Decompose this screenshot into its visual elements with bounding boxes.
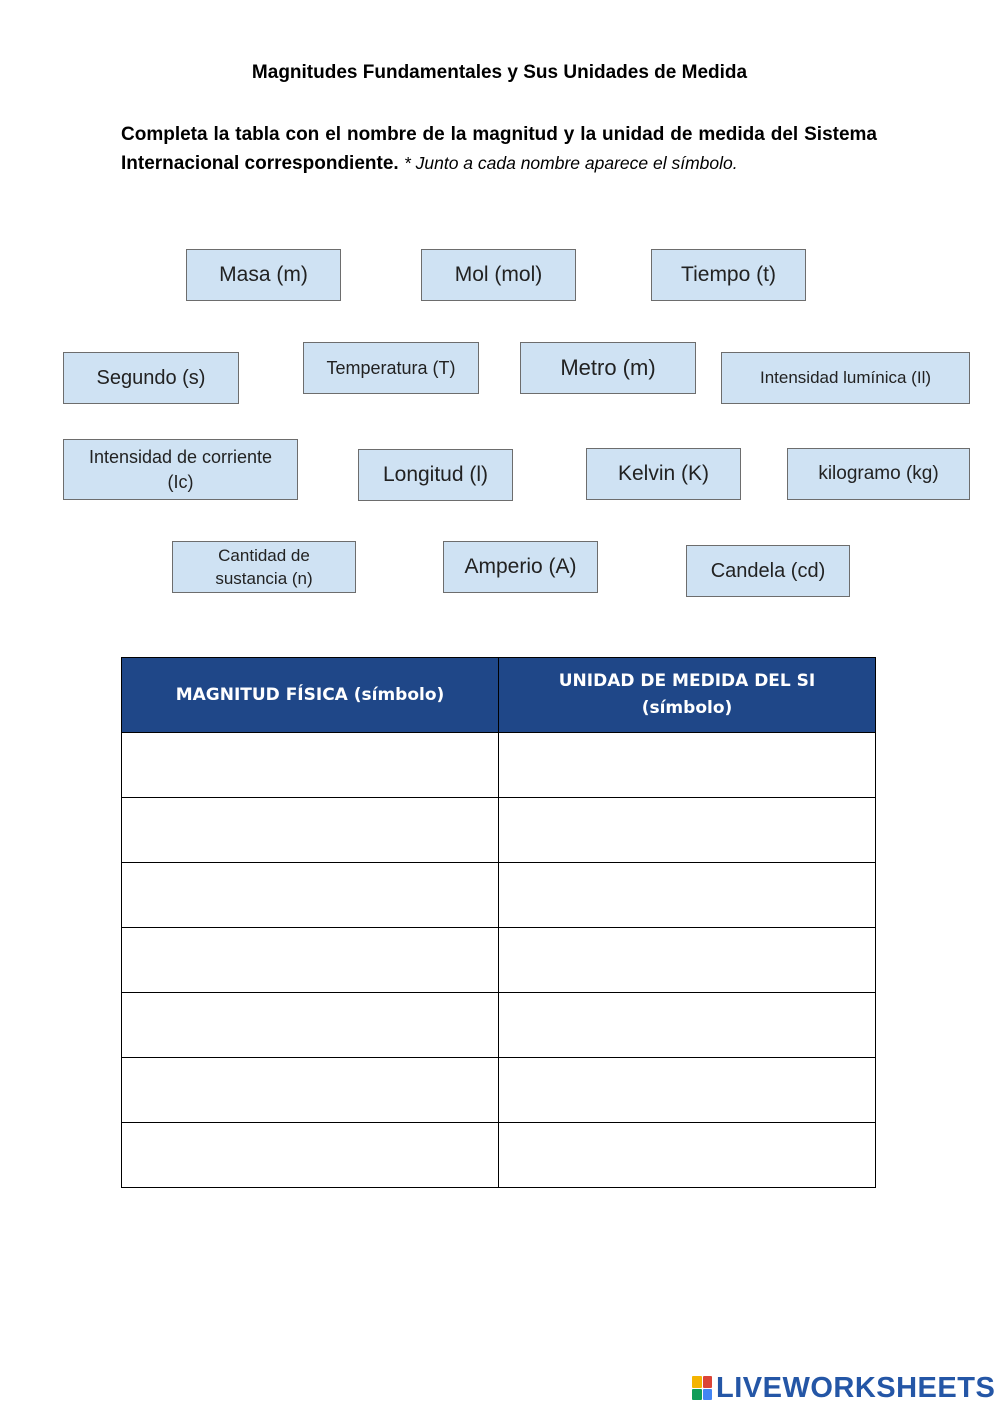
unidad-cell bbox=[499, 733, 876, 798]
magnitud-drop-field[interactable] bbox=[122, 1058, 498, 1122]
table-row bbox=[122, 993, 876, 1058]
answer-table bbox=[121, 657, 876, 1188]
header-unidad: UNIDAD DE MEDIDA DEL SI (símbolo) bbox=[499, 658, 876, 733]
magnitud-drop-field[interactable] bbox=[122, 733, 498, 797]
magnitud-cell bbox=[122, 863, 499, 928]
unidad-drop-field[interactable] bbox=[499, 863, 875, 927]
unidad-drop-field[interactable] bbox=[499, 798, 875, 862]
table-row bbox=[122, 1123, 876, 1188]
card-kilogramo[interactable] bbox=[787, 448, 970, 500]
unidad-cell bbox=[499, 863, 876, 928]
card-label: Temperatura (T) bbox=[326, 357, 456, 378]
card-metro[interactable] bbox=[520, 342, 696, 394]
instructions bbox=[121, 120, 877, 178]
magnitud-drop-field[interactable] bbox=[122, 993, 498, 1057]
card-kelvin[interactable] bbox=[586, 448, 741, 500]
unidad-cell bbox=[499, 1123, 876, 1188]
header-magnitud: MAGNITUD FÍSICA (símbolo) bbox=[122, 658, 499, 733]
card-label: Metro (m) bbox=[560, 355, 656, 380]
magnitud-cell bbox=[122, 1123, 499, 1188]
card-longitud[interactable] bbox=[358, 449, 513, 501]
table-row bbox=[122, 798, 876, 863]
magnitud-drop-field[interactable] bbox=[122, 1123, 498, 1187]
magnitud-cell bbox=[122, 993, 499, 1058]
magnitud-cell bbox=[122, 733, 499, 798]
instructions-main: Completa la tabla con el nombre de la magnitud y la unidad de medida del Sistema Internacional correspondiente. bbox=[121, 124, 877, 174]
card-amperio[interactable] bbox=[443, 541, 598, 593]
card-label: kilogramo (kg) bbox=[818, 463, 939, 484]
card-label: Segundo (s) bbox=[96, 366, 206, 389]
card-label: Masa (m) bbox=[219, 263, 308, 286]
magnitud-cell bbox=[122, 798, 499, 863]
instructions-note: * Junto a cada nombre aparece el símbolo. bbox=[403, 153, 738, 173]
table-row bbox=[122, 1058, 876, 1123]
table-row bbox=[122, 863, 876, 928]
card-label: Amperio (A) bbox=[464, 555, 577, 578]
table-row bbox=[122, 928, 876, 993]
unidad-cell bbox=[499, 928, 876, 993]
card-label: Longitud (l) bbox=[382, 463, 489, 486]
card-label: Intensidad lumínica (Il) bbox=[759, 368, 932, 387]
unidad-drop-field[interactable] bbox=[499, 733, 875, 797]
unidad-drop-field[interactable] bbox=[499, 928, 875, 992]
table-header-row bbox=[122, 658, 876, 733]
unidad-cell bbox=[499, 1058, 876, 1123]
logo-text: LIVEWORKSHEETS bbox=[716, 1371, 996, 1404]
magnitud-drop-field[interactable] bbox=[122, 798, 498, 862]
unidad-drop-field[interactable] bbox=[499, 1058, 875, 1122]
magnitud-cell bbox=[122, 1058, 499, 1123]
card-label: Mol (mol) bbox=[454, 263, 543, 286]
card-tiempo[interactable] bbox=[651, 249, 806, 301]
magnitud-cell bbox=[122, 928, 499, 993]
unidad-cell bbox=[499, 798, 876, 863]
magnitud-drop-field[interactable] bbox=[122, 863, 498, 927]
unidad-cell bbox=[499, 993, 876, 1058]
card-label: Cantidad de sustancia (n) bbox=[215, 546, 313, 588]
card-temperatura[interactable] bbox=[303, 342, 479, 394]
card-candela[interactable] bbox=[686, 545, 850, 597]
worksheet-title: Magnitudes Fundamentales y Sus Unidades de Medida bbox=[251, 62, 748, 83]
card-label: Kelvin (K) bbox=[617, 462, 710, 485]
card-mol[interactable] bbox=[421, 249, 576, 301]
card-intensidad-corriente[interactable] bbox=[63, 439, 298, 500]
table-row bbox=[122, 733, 876, 798]
card-label: Candela (cd) bbox=[710, 559, 826, 582]
liveworksheets-logo[interactable] bbox=[692, 1372, 995, 1404]
liveworksheets-icon bbox=[692, 1376, 712, 1400]
unidad-drop-field[interactable] bbox=[499, 1123, 875, 1187]
card-intensidad-luminica[interactable] bbox=[721, 352, 970, 404]
card-label: Tiempo (t) bbox=[681, 263, 776, 286]
unidad-drop-field[interactable] bbox=[499, 993, 875, 1057]
card-segundo[interactable] bbox=[63, 352, 239, 404]
magnitud-drop-field[interactable] bbox=[122, 928, 498, 992]
card-masa[interactable] bbox=[186, 249, 341, 301]
card-cantidad-sustancia[interactable] bbox=[172, 541, 356, 593]
card-label: Intensidad de corriente (Ic) bbox=[88, 446, 273, 492]
